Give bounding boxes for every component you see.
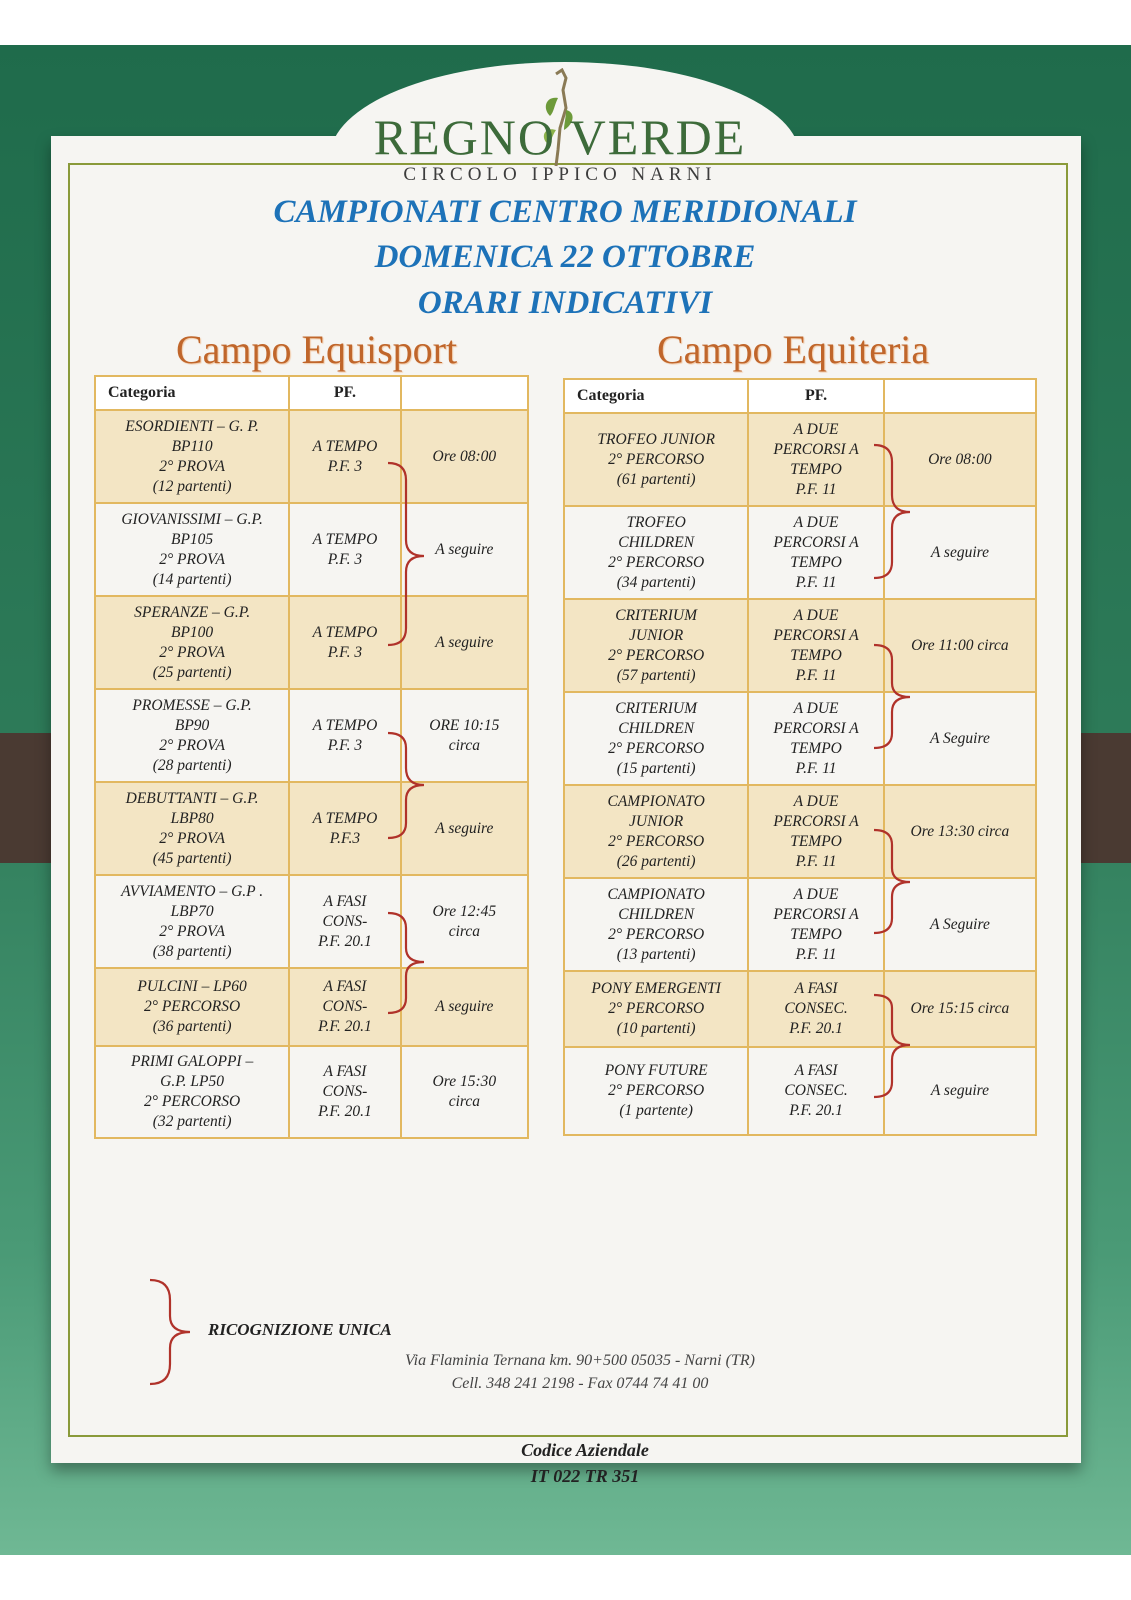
cell-pf [289,596,400,689]
time-line: A seguire [435,998,494,1015]
pf-line: P.F. 20.1 [318,1018,372,1035]
pf-line: PERCORSI A [773,440,859,458]
logo-title: REGNO VERDE [373,109,747,165]
pf-line: P.F. 3 [327,736,363,754]
pf-line: P.F.3 [329,829,361,847]
time-line: Ore 15:15 circa [910,1000,1010,1017]
time-line: A seguire [930,1082,989,1099]
cat-line: (38 partenti) [152,942,232,960]
cell-cat [564,692,748,785]
time-line: ORE 10:15 [429,716,500,734]
time-line: A Seguire [929,915,990,933]
cell-cat [95,503,289,596]
headline-line-3: ORARI INDICATIVI [417,285,713,321]
header-pf: PF. [289,376,400,410]
cell-pf [748,692,884,785]
cat-line: DEBUTTANTI – G.P. [125,789,259,807]
pf-line: A FASI [323,892,367,910]
pf-line: A DUE [793,420,839,438]
equisport-schedule-table [94,375,529,1139]
cell-time [884,971,1036,1047]
cell-cat [95,596,289,689]
cat-line: BP100 [171,623,214,641]
time-line: Ore 13:30 circa [910,822,1010,840]
cell-pf [748,878,884,971]
cat-line: 2° PERCORSO [144,998,241,1015]
cell-time [401,503,528,596]
cat-line: BP90 [174,716,210,734]
cell-cat [564,878,748,971]
cat-line: AVVIAMENTO – G.P . [121,882,264,900]
schedule-row [564,971,1036,1047]
cell-time [884,506,1036,599]
cell-pf [748,413,884,506]
pf-line: CONS- [322,1083,368,1100]
cell-cat [95,875,289,968]
time-line: circa [448,736,480,754]
cell-pf [289,1046,400,1138]
pf-line: TEMPO [790,832,842,850]
cell-time [884,692,1036,785]
cat-line: LBP70 [170,902,214,920]
pf-line: TEMPO [790,739,842,757]
pf-line: PERCORSI A [773,626,859,644]
cell-time [884,599,1036,692]
pf-line: A DUE [793,792,839,810]
cell-pf [748,506,884,599]
time-line: A Seguire [929,729,990,747]
pf-line: PERCORSI A [773,905,859,923]
cell-pf [289,410,400,503]
pf-line: P.F. 20.1 [318,1103,372,1120]
pf-line: P.F. 20.1 [789,1102,843,1119]
cat-line: 2° PERCORSO [608,450,705,468]
cat-line: 2° PERCORSO [144,1093,241,1110]
cell-pf [748,785,884,878]
schedule-row [564,599,1036,692]
pf-line: TEMPO [790,646,842,664]
cat-line: (14 partenti) [152,570,232,588]
pf-line: A TEMPO [312,809,378,827]
cat-line: (15 partenti) [616,759,696,777]
pf-line: CONSEC. [784,1000,848,1017]
pf-line: PERCORSI A [773,719,859,737]
pf-line: P.F. 11 [795,480,837,498]
pf-line: A TEMPO [312,716,378,734]
pf-line: P.F. 11 [795,852,837,870]
cat-line: LBP80 [170,809,214,827]
pf-line: TEMPO [790,925,842,943]
cell-cat [564,971,748,1047]
pf-line: P.F. 11 [795,945,837,963]
cat-line: TROFEO [626,513,686,531]
time-line: A seguire [435,633,494,651]
pf-line: A TEMPO [312,437,378,455]
cell-pf [748,1047,884,1135]
cat-line: SPERANZE – G.P. [134,603,251,621]
codice-value: IT 022 TR 351 [530,1466,640,1486]
cat-line: 2° PROVA [159,829,225,847]
cell-cat [95,968,289,1046]
pf-line: A FASI [323,1063,367,1080]
time-line: A seguire [435,540,494,558]
cell-cat [564,599,748,692]
cell-pf [748,599,884,692]
cell-cat [95,410,289,503]
pf-line: A FASI [794,1062,838,1079]
pf-line: P.F. 3 [327,457,363,475]
time-line: Ore 15:30 [432,1073,497,1090]
time-line: Ore 12:45 [432,902,497,920]
cell-cat [564,413,748,506]
header-pf: PF. [748,379,884,413]
pf-line: P.F. 11 [795,573,837,591]
cat-line: PONY FUTURE [604,1062,708,1079]
cell-cat [564,506,748,599]
cat-line: G.P. LP50 [160,1073,225,1090]
pf-line: A FASI [323,978,367,995]
cell-time [884,413,1036,506]
cat-line: CRITERIUM [615,699,698,717]
equiteria-schedule-table [563,378,1037,1136]
schedule-row [564,785,1036,878]
pf-line: P.F. 20.1 [318,932,372,950]
cell-cat [564,785,748,878]
schedule-row [95,689,528,782]
time-line: A seguire [930,543,989,561]
pf-line: A TEMPO [312,530,378,548]
headline-line-1: CAMPIONATI CENTRO MERIDIONALI [273,194,857,230]
cat-line: 2° PERCORSO [608,832,705,850]
pf-line: A DUE [793,699,839,717]
cat-line: ESORDIENTI – G. P. [125,417,259,435]
pf-line: P.F. 3 [327,643,363,661]
cat-line: 2° PERCORSO [608,1082,705,1099]
time-line: A seguire [435,819,494,837]
pf-line: P.F. 11 [795,666,837,684]
cat-line: (25 partenti) [152,663,232,681]
cat-line: PRIMI GALOPPI – [130,1053,254,1070]
cat-line: (28 partenti) [152,756,232,774]
pf-line: A DUE [793,606,839,624]
pf-line: P.F. 3 [327,550,363,568]
cell-pf [748,971,884,1047]
header-row [564,379,1036,413]
cat-line: 2° PERCORSO [608,646,705,664]
schedule-row [95,782,528,875]
cat-line: 2° PERCORSO [608,739,705,757]
schedule-row [564,1047,1036,1135]
schedule-row [564,506,1036,599]
schedule-row [564,692,1036,785]
cat-line: CAMPIONATO [607,885,705,903]
cat-line: CHILDREN [618,533,695,551]
cat-line: PULCINI – LP60 [137,978,247,995]
schedule-row [95,968,528,1046]
time-line: circa [448,922,480,940]
cell-time [884,878,1036,971]
pf-line: A DUE [793,513,839,531]
cat-line: PROMESSE – G.P. [132,696,252,714]
cat-line: PONY EMERGENTI [591,980,721,997]
schedule-row [95,596,528,689]
schedule-row [95,503,528,596]
cell-cat [95,689,289,782]
left-field-title: Campo Equisport [176,327,458,372]
cat-line: (45 partenti) [152,849,232,867]
cat-line: GIOVANISSIMI – G.P. [121,510,263,528]
codice-label: Codice Aziendale [521,1440,649,1460]
cell-time [401,410,528,503]
cat-line: 2° PROVA [159,643,225,661]
cat-line: TROFEO JUNIOR [597,430,715,448]
cat-line: (12 partenti) [152,477,232,495]
cat-line: 2° PROVA [159,736,225,754]
cat-line: 2° PROVA [159,457,225,475]
headline-line-2: DOMENICA 22 OTTOBRE [374,239,756,275]
cat-line: JUNIOR [629,626,684,644]
logo-subtitle: CIRCOLO IPPICO NARNI [403,164,717,185]
header-categoria: Categoria [564,379,748,413]
cell-time [884,1047,1036,1135]
time-line: circa [448,1093,480,1110]
cell-pf [289,875,400,968]
legend-text: RICOGNIZIONE UNICA [208,1320,392,1339]
cat-line: 2° PERCORSO [608,925,705,943]
cell-cat [564,1047,748,1135]
schedule-row [564,878,1036,971]
pf-line: CONS- [322,998,368,1015]
cat-line: CAMPIONATO [607,792,705,810]
cell-time [401,968,528,1046]
pf-line: P.F. 20.1 [789,1020,843,1037]
cat-line: (36 partenti) [152,1018,232,1035]
cell-time [401,875,528,968]
cat-line: (13 partenti) [616,945,696,963]
pf-line: PERCORSI A [773,533,859,551]
header-categoria: Categoria [95,376,289,410]
cat-line: (10 partenti) [616,1020,696,1037]
pf-line: TEMPO [790,460,842,478]
cell-cat [95,1046,289,1138]
cell-cat [95,782,289,875]
pf-line: A TEMPO [312,623,378,641]
cat-line: 2° PERCORSO [608,1000,705,1017]
cat-line: (57 partenti) [616,666,696,684]
schedule-row [564,413,1036,506]
cat-line: (34 partenti) [616,573,696,591]
pf-line: A DUE [793,885,839,903]
time-line: Ore 08:00 [928,450,992,468]
cat-line: 2° PROVA [159,922,225,940]
cat-line: 2° PROVA [159,550,225,568]
footer-contacts: Cell. 348 241 2198 - Fax 0744 74 41 00 [451,1375,709,1392]
header-time [884,379,1036,413]
pf-line: TEMPO [790,553,842,571]
cell-time [401,689,528,782]
pf-line: CONSEC. [784,1082,848,1099]
time-line: Ore 08:00 [432,447,497,465]
cell-pf [289,689,400,782]
schedule-row [95,410,528,503]
cell-time [401,1046,528,1138]
cell-pf [289,503,400,596]
schedule-row [95,875,528,968]
cell-pf [289,782,400,875]
cell-time [401,596,528,689]
footer-address: Via Flaminia Ternana km. 90+500 05035 - Narni (TR) [405,1352,755,1369]
pf-line: CONS- [322,912,368,930]
cat-line: CRITERIUM [615,606,698,624]
cell-time [401,782,528,875]
right-field-title: Campo Equiteria [657,327,930,372]
schedule-row [95,1046,528,1138]
cat-line: (32 partenti) [152,1113,232,1130]
header-time [401,376,528,410]
cat-line: CHILDREN [618,719,695,737]
cat-line: BP105 [171,530,214,548]
cell-pf [289,968,400,1046]
pf-line: P.F. 11 [795,759,837,777]
cat-line: BP110 [171,437,213,455]
cat-line: (61 partenti) [616,470,696,488]
cat-line: JUNIOR [629,812,684,830]
cat-line: CHILDREN [618,905,695,923]
header-row [95,376,528,410]
cat-line: (1 partente) [619,1102,693,1119]
cell-time [884,785,1036,878]
cat-line: 2° PERCORSO [608,553,705,571]
time-line: Ore 11:00 circa [911,636,1009,654]
pf-line: A FASI [794,980,838,997]
pf-line: PERCORSI A [773,812,859,830]
cat-line: (26 partenti) [616,852,696,870]
